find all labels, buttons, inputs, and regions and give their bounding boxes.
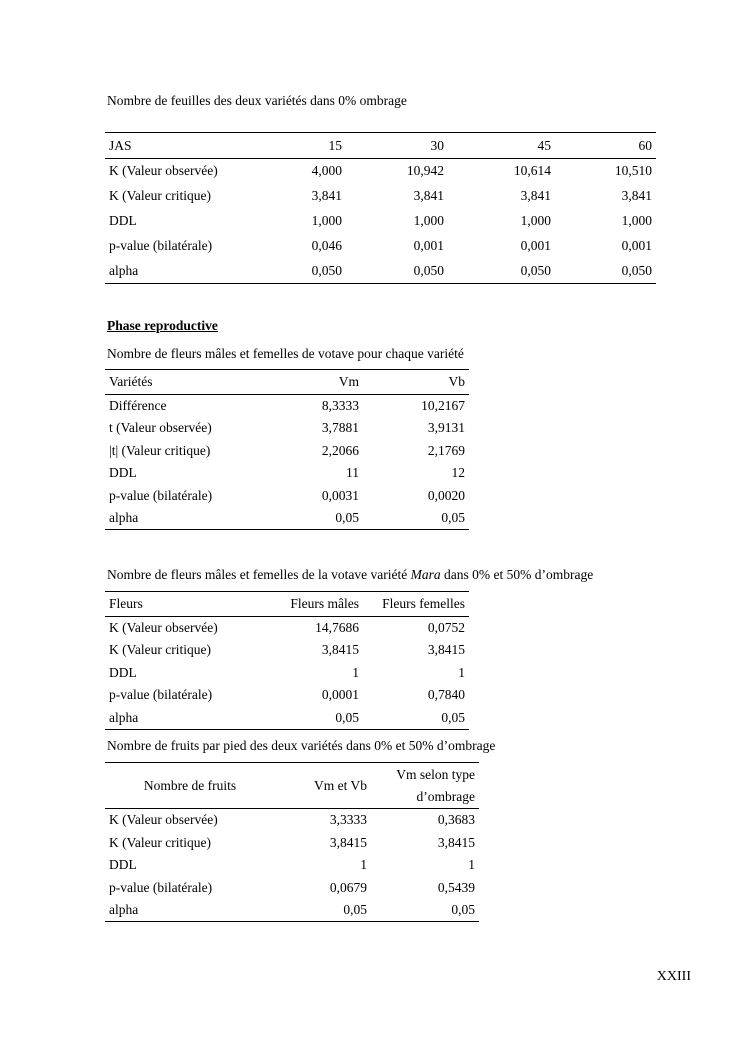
cell: 3,841 (520, 188, 551, 203)
table1-header-cell: 30 (430, 137, 444, 153)
table4-header-cell: Nombre de fruits (143, 777, 237, 793)
cell: 0,05 (451, 902, 475, 917)
header-line: d’ombrage (416, 788, 475, 804)
cell: 3,841 (413, 188, 444, 203)
cell: 0,001 (413, 238, 444, 253)
table-row (105, 684, 469, 707)
table3 (105, 591, 469, 730)
cell: 0,05 (441, 709, 465, 725)
table1-header-cell: 15 (328, 137, 342, 153)
row-label: DDL (109, 664, 137, 680)
cell: 2,1769 (427, 442, 465, 458)
table3-header-cell: Fleurs mâles (290, 596, 359, 611)
cell: 1,000 (413, 213, 444, 228)
row-label: K (Valeur critique) (109, 834, 211, 850)
row-label: alpha (109, 709, 139, 725)
table-row (105, 854, 479, 877)
cell: 3,7881 (321, 420, 359, 436)
cell: 3,841 (311, 188, 342, 203)
cell: 0,001 (621, 238, 652, 253)
cell: 3,3333 (329, 812, 367, 828)
header-line: Vm selon type (396, 766, 475, 782)
table1-header-cell: 60 (638, 137, 652, 153)
variety-name: Mara (410, 567, 441, 582)
cell: 4,000 (311, 163, 342, 179)
row-label: K (Valeur observée) (109, 163, 218, 179)
cell: 10,2167 (421, 398, 465, 413)
table2-header-cell: Variétés (109, 374, 153, 389)
cell: 0,046 (311, 238, 342, 253)
cell: 0,0020 (427, 487, 465, 503)
cell: 1 (468, 857, 475, 873)
cell: 1 (458, 664, 465, 680)
cell: 0,05 (343, 902, 367, 917)
table3-header-cell: Fleurs (109, 596, 143, 611)
table1-header-cell: JAS (109, 137, 132, 153)
cell: 10,942 (406, 163, 444, 179)
table-row (105, 417, 469, 440)
cell: 10,510 (614, 163, 652, 179)
row-label: DDL (109, 857, 137, 873)
cell: 1,000 (520, 213, 551, 228)
table-row (105, 159, 656, 184)
cell: 3,8415 (427, 642, 465, 658)
cell: 0,05 (335, 510, 359, 525)
cell: 3,8415 (329, 834, 367, 850)
row-label: K (Valeur critique) (109, 642, 211, 658)
table-row (105, 485, 469, 508)
table-row (105, 234, 656, 259)
table2-caption: Nombre de fleurs mâles et femelles de votave pour chaque variété (107, 346, 464, 361)
cell: 3,8415 (321, 642, 359, 658)
cell: 0,05 (441, 510, 465, 525)
table-row (105, 462, 469, 485)
table-row (105, 662, 469, 685)
cell: 0,0031 (321, 487, 359, 503)
row-label: K (Valeur observée) (109, 620, 218, 635)
cell: 12 (451, 465, 465, 481)
row-label: DDL (109, 465, 137, 481)
section-heading: Phase reproductive (107, 318, 218, 333)
cell: 1,000 (621, 213, 652, 228)
page-number: XXIII (656, 969, 691, 984)
row-label: p-value (bilatérale) (109, 487, 213, 503)
table-row (105, 617, 469, 640)
cell: 0,050 (520, 262, 551, 278)
cell: 1,000 (311, 213, 342, 228)
table-row (105, 507, 469, 530)
table-row (105, 809, 479, 832)
table-row (105, 877, 479, 900)
table-row (105, 639, 469, 662)
table4-caption: Nombre de fruits par pied des deux variétés dans 0% et 50% d’ombrage (107, 738, 496, 753)
table4-header-row (105, 763, 479, 809)
cell: 0,05 (335, 709, 359, 725)
table2-header-cell: Vb (448, 374, 465, 389)
cell: 0,050 (311, 262, 342, 278)
table-row (105, 707, 469, 730)
cell: 0,0752 (427, 620, 465, 635)
table4-header-cell: Vm et Vb (314, 777, 367, 793)
table-row (105, 259, 656, 284)
cell: 10,614 (513, 163, 551, 179)
row-label: Différence (109, 398, 167, 413)
cell: 11 (346, 465, 359, 481)
cell: 2,2066 (321, 442, 359, 458)
table-row (105, 832, 479, 855)
table4 (105, 762, 479, 922)
cell: 0,3683 (437, 812, 475, 828)
row-label: p-value (bilatérale) (109, 687, 213, 703)
row-label: t (Valeur observée) (109, 420, 212, 436)
row-label: K (Valeur critique) (109, 188, 211, 203)
table-row (105, 440, 469, 463)
table-row (105, 899, 479, 922)
row-label: p-value (bilatérale) (109, 879, 213, 895)
table-row (105, 209, 656, 234)
cell: 1 (360, 857, 367, 873)
row-label: alpha (109, 262, 139, 278)
cell: 1 (352, 664, 359, 680)
table3-caption (107, 567, 593, 583)
table-row (105, 184, 656, 209)
row-label: alpha (109, 902, 139, 917)
caption-text: Nombre de fleurs mâles et femelles de la votave variété (107, 567, 411, 582)
cell: 0,7840 (427, 687, 465, 703)
table-row (105, 395, 469, 418)
cell: 14,7686 (315, 620, 359, 635)
table1-header-cell: 45 (537, 137, 551, 153)
row-label: p-value (bilatérale) (109, 238, 213, 253)
cell: 0,0679 (329, 879, 367, 895)
cell: 8,3333 (321, 398, 359, 413)
table2 (105, 369, 469, 530)
table1 (105, 132, 656, 284)
cell: 0,0001 (321, 687, 359, 703)
table1-header-row (105, 133, 656, 159)
row-label: K (Valeur observée) (109, 812, 218, 828)
cell: 3,841 (621, 188, 652, 203)
table3-header-cell: Fleurs femelles (382, 596, 465, 611)
cell: 0,050 (621, 262, 652, 278)
caption-text: dans 0% et 50% d’ombrage (440, 567, 594, 582)
cell: 0,001 (520, 238, 551, 253)
table2-header-row (105, 370, 469, 395)
table3-header-row (105, 592, 469, 617)
row-label: |t| (Valeur critique) (109, 442, 211, 458)
table1-caption: Nombre de feuilles des deux variétés dans 0% ombrage (107, 93, 407, 108)
cell: 0,5439 (437, 879, 475, 895)
row-label: DDL (109, 213, 137, 228)
row-label: alpha (109, 510, 139, 525)
cell: 3,8415 (437, 834, 475, 850)
cell: 3,9131 (427, 420, 465, 436)
table2-header-cell: Vm (338, 374, 359, 389)
cell: 0,050 (413, 262, 444, 278)
table4-header-cell (371, 763, 479, 809)
